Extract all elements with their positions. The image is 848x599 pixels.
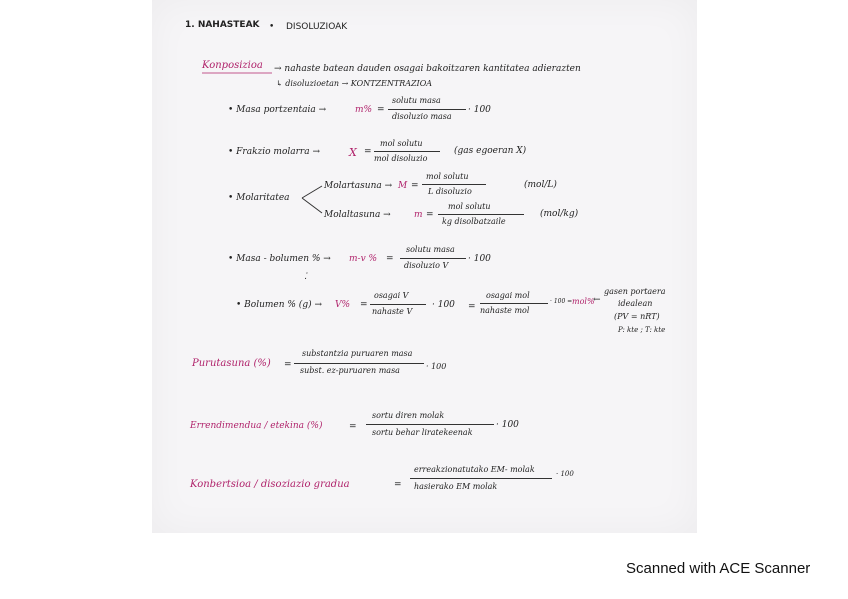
bolumen-note1: gasen portaera	[604, 287, 666, 296]
bolumen-label: • Bolumen % (g) →	[236, 300, 322, 310]
errendimendua-factor: · 100	[496, 420, 519, 430]
molartasuna-eq: =	[411, 181, 419, 191]
molaritatea-label: • Molaritatea	[228, 193, 290, 203]
bolumen-numerator: osagai V	[374, 291, 409, 300]
masa-bolumen-factor: · 100	[468, 254, 491, 264]
bolumen-eq2: =	[468, 302, 476, 312]
bolumen-note4: P: kte ; T: kte	[618, 326, 666, 334]
molartasuna-label: Molartasuna →	[324, 181, 393, 191]
fraction-bar	[480, 303, 548, 304]
konposizioa-line1: → nahaste batean dauden osagai bakoitzaren kantitatea adierazten	[274, 64, 581, 74]
bolumen-symbol2: mol%	[572, 297, 595, 306]
konbertsioa-eq: =	[394, 480, 402, 490]
fraction-bar	[294, 363, 424, 364]
masa-portzentaia-label: • Masa portzentaia →	[228, 105, 327, 115]
frakzio-molarra-eq: =	[364, 147, 372, 157]
konbertsioa-numerator: erreakzionatutako EM- molak	[414, 465, 535, 474]
bolumen-eq: =	[360, 300, 368, 310]
frakzio-molarra-note: (gas egoeran X)	[454, 146, 527, 156]
bolumen-note2: idealean	[618, 299, 653, 308]
masa-bolumen-symbol: m-v %	[349, 254, 378, 264]
frakzio-molarra-label: • Frakzio molarra →	[228, 147, 321, 157]
bolumen-denominator2: nahaste mol	[480, 306, 530, 315]
masa-portzentaia-symbol: m%	[355, 105, 373, 115]
masa-bolumen-label: • Masa - bolumen % →	[228, 254, 331, 264]
konbertsioa-factor: · 100	[556, 470, 574, 478]
bolumen-note3: (PV = nRT)	[614, 312, 660, 321]
fraction-bar	[438, 214, 524, 215]
molaltasuna-denominator: kg disolbatzaile	[442, 217, 506, 226]
frakzio-molarra-symbol: X	[349, 146, 357, 159]
scanned-page	[152, 0, 697, 533]
errendimendua-eq: =	[349, 422, 357, 432]
masa-portzentaia-denominator: disoluzio masa	[392, 112, 452, 121]
bolumen-symbol: V%	[335, 300, 351, 310]
konbertsioa-label: Konbertsioa / disoziazio gradua	[190, 479, 350, 490]
molartasuna-numerator: mol solutu	[426, 172, 469, 181]
molaltasuna-symbol: m	[414, 210, 423, 220]
molaltasuna-eq: =	[426, 210, 434, 220]
masa-bolumen-eq: =	[386, 254, 394, 264]
bolumen-factor2: · 100 =	[550, 298, 573, 305]
masa-portzentaia-numerator: solutu masa	[392, 96, 441, 105]
molartasuna-denominator: L disoluzio	[428, 187, 472, 196]
errendimendua-label: Errendimendua / etekina (%)	[190, 421, 323, 431]
purutasuna-numerator: substantzia puruaren masa	[302, 349, 413, 358]
bolumen-arrow: ←	[593, 295, 601, 305]
fraction-bar	[410, 478, 552, 479]
errendimendua-denominator: sortu behar liratekeenak	[372, 428, 473, 437]
masa-portzentaia-factor: · 100	[468, 105, 491, 115]
masa-portzentaia-eq: =	[377, 105, 385, 115]
purutasuna-denominator: subst. ez-puruaren masa	[300, 366, 400, 375]
scanner-watermark: Scanned with ACE Scanner	[626, 560, 811, 577]
molartasuna-unit: (mol/L)	[524, 180, 557, 190]
frakzio-molarra-denominator: mol disoluzio	[374, 154, 428, 163]
purutasuna-factor: · 100	[426, 362, 447, 371]
konposizioa-label: Konposizioa	[202, 60, 263, 71]
page-subtitle: DISOLUZIOAK	[286, 22, 348, 32]
fraction-bar	[374, 151, 440, 152]
molartasuna-symbol: M	[398, 181, 408, 191]
fraction-bar	[366, 424, 494, 425]
title-bullet: •	[269, 22, 275, 32]
errendimendua-numerator: sortu diren molak	[372, 411, 445, 420]
molaltasuna-unit: (mol/kg)	[540, 209, 579, 219]
frakzio-molarra-numerator: mol solutu	[380, 139, 423, 148]
fraction-bar	[388, 109, 466, 110]
fraction-bar	[370, 304, 426, 305]
bolumen-factor: · 100	[432, 300, 455, 310]
ellipsis-mark: ⁚	[304, 272, 307, 282]
purutasuna-eq: =	[284, 360, 292, 370]
konposizioa-line2: ↳ disoluzioetan → KONTZENTRAZIOA	[276, 79, 433, 88]
page-title: 1. NAHASTEAK	[185, 20, 260, 30]
molaltasuna-numerator: mol solutu	[448, 202, 491, 211]
konbertsioa-denominator: hasierako EM molak	[414, 482, 498, 491]
bolumen-denominator: nahaste V	[372, 307, 413, 316]
fraction-bar	[422, 184, 486, 185]
masa-bolumen-numerator: solutu masa	[406, 245, 455, 254]
masa-bolumen-denominator: disoluzio V	[404, 261, 449, 270]
fraction-bar	[400, 258, 466, 259]
molaltasuna-label: Molaltasuna →	[324, 210, 391, 220]
bolumen-numerator2: osagai mol	[486, 291, 530, 300]
purutasuna-label: Purutasuna (%)	[192, 358, 271, 369]
